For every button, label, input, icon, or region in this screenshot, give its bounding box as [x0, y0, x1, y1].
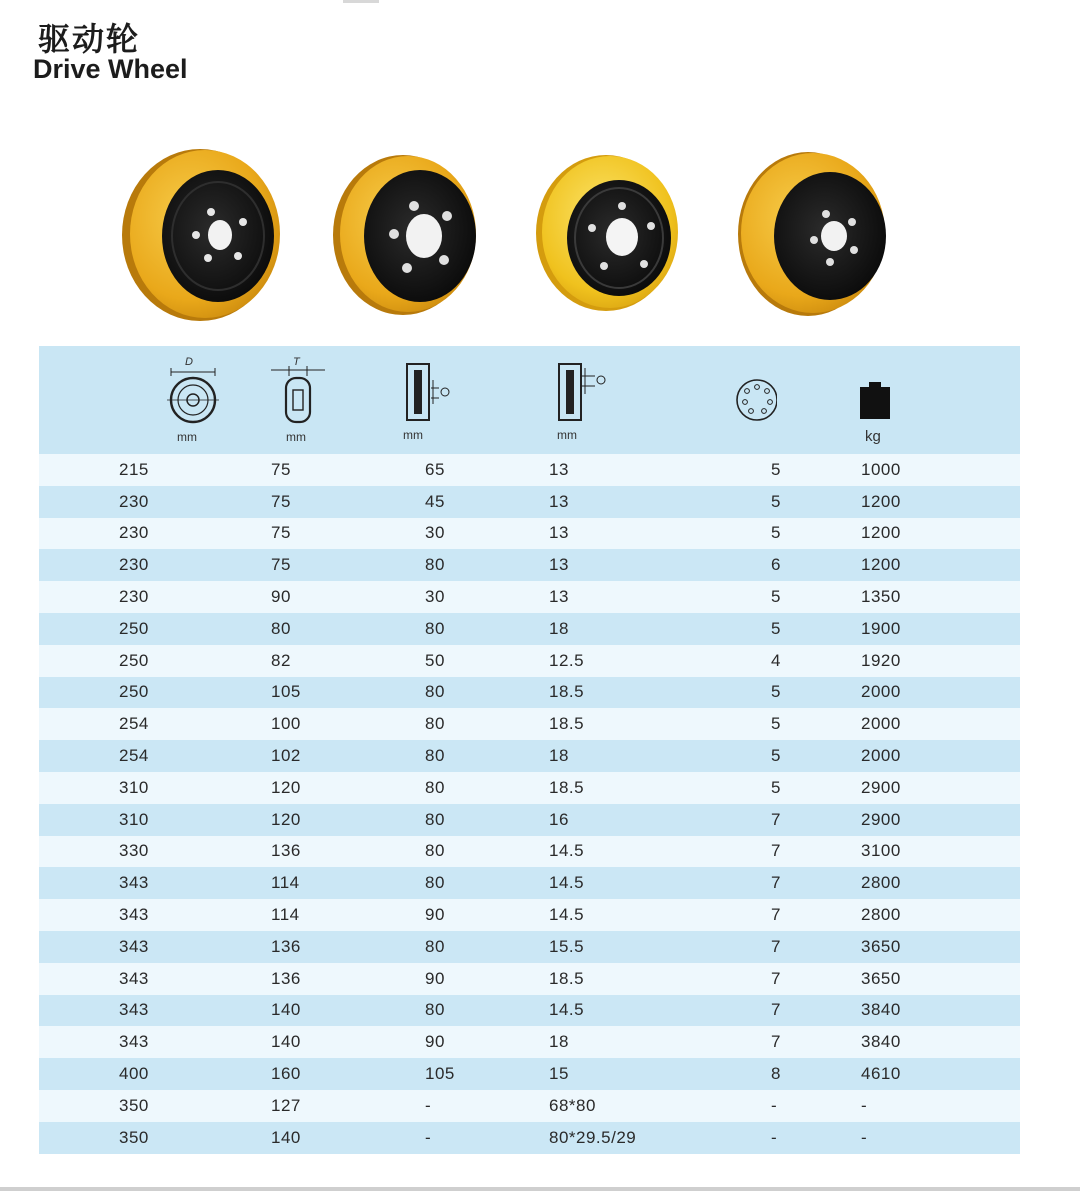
cell-hub-width: 30 [385, 581, 533, 613]
header-bolt-diameter [533, 346, 653, 454]
table-row [39, 613, 1020, 645]
cell-diameter: 343 [119, 995, 267, 1027]
table-row [39, 931, 1020, 963]
top-divider [343, 0, 379, 3]
cell-hub-width: 90 [385, 1026, 533, 1058]
table-row [39, 677, 1020, 709]
cell-diameter: 310 [119, 804, 267, 836]
row-spacer-end [899, 454, 1020, 486]
row-spacer [39, 899, 119, 931]
cell-width: 160 [267, 1058, 385, 1090]
header-spacer [39, 346, 119, 454]
wheel-photo-2 [333, 155, 476, 315]
cell-load: 1200 [777, 518, 899, 550]
table-row [39, 518, 1020, 550]
cell-load: 1900 [777, 613, 899, 645]
cell-diameter: 215 [119, 454, 267, 486]
table-row [39, 1090, 1020, 1122]
row-spacer-end [899, 645, 1020, 677]
bolt-count-icon [735, 378, 779, 422]
cell-diameter: 330 [119, 836, 267, 868]
row-spacer-end [899, 995, 1020, 1027]
row-spacer-end [899, 1090, 1020, 1122]
cell-diameter: 230 [119, 549, 267, 581]
table-row [39, 645, 1020, 677]
cell-bolt-count: 7 [653, 804, 777, 836]
header-diameter [119, 346, 267, 454]
cell-diameter: 230 [119, 486, 267, 518]
cell-bolt-count: 7 [653, 836, 777, 868]
cell-bolt-diameter: 16 [533, 804, 653, 836]
table-row [39, 740, 1020, 772]
diameter-letter: D [185, 356, 193, 368]
cell-width: 75 [267, 454, 385, 486]
cell-width: 120 [267, 772, 385, 804]
cell-bolt-diameter: 14.5 [533, 867, 653, 899]
row-spacer-end [899, 1026, 1020, 1058]
cell-diameter: 350 [119, 1090, 267, 1122]
bottom-divider [0, 1187, 1080, 1191]
cell-hub-width: 80 [385, 613, 533, 645]
page-title-english: Drive Wheel [33, 54, 188, 84]
diameter-icon [163, 358, 221, 428]
cell-bolt-diameter: 18 [533, 1026, 653, 1058]
cell-hub-width: 90 [385, 899, 533, 931]
cell-diameter: 250 [119, 677, 267, 709]
cell-load: 2000 [777, 740, 899, 772]
table-row [39, 454, 1020, 486]
table-body [39, 454, 1020, 1154]
cell-hub-width: 90 [385, 963, 533, 995]
cell-hub-width: - [385, 1090, 533, 1122]
cell-hub-width: 45 [385, 486, 533, 518]
row-spacer-end [899, 867, 1020, 899]
cell-bolt-diameter: 18.5 [533, 963, 653, 995]
table-row [39, 836, 1020, 868]
cell-load: 3650 [777, 963, 899, 995]
table-row [39, 486, 1020, 518]
load-unit: kg [865, 428, 881, 445]
cell-width: 140 [267, 995, 385, 1027]
cell-bolt-diameter: 15.5 [533, 931, 653, 963]
bolt-diameter-icon [555, 360, 611, 426]
row-spacer [39, 454, 119, 486]
cell-load: 2000 [777, 677, 899, 709]
cell-bolt-diameter: 18.5 [533, 677, 653, 709]
header-bolt-count [653, 346, 777, 454]
table-row [39, 867, 1020, 899]
cell-load: 3840 [777, 1026, 899, 1058]
cell-load: 2900 [777, 772, 899, 804]
cell-hub-width: 30 [385, 518, 533, 550]
cell-diameter: 343 [119, 931, 267, 963]
cell-hub-width: 80 [385, 867, 533, 899]
cell-bolt-count: 5 [653, 613, 777, 645]
table-row [39, 1122, 1020, 1154]
cell-bolt-diameter: 80*29.5/29 [533, 1122, 653, 1154]
cell-bolt-count: 7 [653, 963, 777, 995]
header-hub-width [385, 346, 533, 454]
cell-bolt-diameter: 13 [533, 486, 653, 518]
row-spacer-end [899, 899, 1020, 931]
header-load [777, 346, 899, 454]
width-unit: mm [286, 430, 306, 444]
row-spacer [39, 645, 119, 677]
cell-width: 75 [267, 486, 385, 518]
row-spacer [39, 772, 119, 804]
table-row [39, 963, 1020, 995]
cell-hub-width: 80 [385, 804, 533, 836]
cell-diameter: 230 [119, 518, 267, 550]
row-spacer [39, 1058, 119, 1090]
row-spacer [39, 613, 119, 645]
cell-bolt-diameter: 18 [533, 613, 653, 645]
bolt-diameter-unit: mm [557, 428, 577, 442]
cell-hub-width: 80 [385, 677, 533, 709]
cell-width: 136 [267, 963, 385, 995]
row-spacer [39, 995, 119, 1027]
cell-bolt-diameter: 13 [533, 518, 653, 550]
row-spacer [39, 931, 119, 963]
cell-bolt-count: - [653, 1090, 777, 1122]
cell-load: 3840 [777, 995, 899, 1027]
header-width [267, 346, 385, 454]
cell-hub-width: 105 [385, 1058, 533, 1090]
cell-bolt-count: 7 [653, 867, 777, 899]
header-spacer-end [899, 346, 1020, 454]
cell-load: 3100 [777, 836, 899, 868]
cell-load: 2000 [777, 708, 899, 740]
cell-bolt-count: 5 [653, 677, 777, 709]
cell-bolt-count: 5 [653, 518, 777, 550]
cell-width: 90 [267, 581, 385, 613]
table-row [39, 995, 1020, 1027]
wheel-photo-1 [122, 149, 280, 321]
cell-load: 1200 [777, 486, 899, 518]
cell-width: 114 [267, 899, 385, 931]
row-spacer-end [899, 804, 1020, 836]
cell-diameter: 350 [119, 1122, 267, 1154]
table-row [39, 1026, 1020, 1058]
cell-hub-width: 80 [385, 995, 533, 1027]
row-spacer-end [899, 963, 1020, 995]
cell-bolt-diameter: 18 [533, 740, 653, 772]
product-photos [0, 140, 1080, 330]
cell-bolt-diameter: 68*80 [533, 1090, 653, 1122]
row-spacer [39, 677, 119, 709]
table-row [39, 581, 1020, 613]
table-header-row [39, 346, 1020, 454]
row-spacer-end [899, 613, 1020, 645]
cell-hub-width: 80 [385, 772, 533, 804]
cell-bolt-count: 5 [653, 454, 777, 486]
cell-bolt-count: 7 [653, 995, 777, 1027]
table-row [39, 899, 1020, 931]
width-icon [269, 360, 327, 430]
row-spacer [39, 581, 119, 613]
cell-hub-width: 50 [385, 645, 533, 677]
row-spacer-end [899, 740, 1020, 772]
cell-load: 2800 [777, 899, 899, 931]
cell-bolt-count: 5 [653, 708, 777, 740]
cell-hub-width: 80 [385, 836, 533, 868]
cell-width: 80 [267, 613, 385, 645]
row-spacer [39, 486, 119, 518]
cell-width: 140 [267, 1026, 385, 1058]
cell-load: 2900 [777, 804, 899, 836]
cell-bolt-count: 6 [653, 549, 777, 581]
cell-load: 3650 [777, 931, 899, 963]
row-spacer-end [899, 772, 1020, 804]
cell-diameter: 310 [119, 772, 267, 804]
page-title-chinese: 驱动轮 [38, 20, 141, 58]
cell-bolt-count: 5 [653, 772, 777, 804]
row-spacer-end [899, 581, 1020, 613]
cell-load: 1000 [777, 454, 899, 486]
cell-width: 120 [267, 804, 385, 836]
table-row [39, 708, 1020, 740]
cell-width: 100 [267, 708, 385, 740]
row-spacer-end [899, 1122, 1020, 1154]
weight-icon [859, 382, 891, 420]
cell-diameter: 250 [119, 645, 267, 677]
drive-wheel-spec-table [39, 346, 1020, 1154]
cell-width: 140 [267, 1122, 385, 1154]
cell-diameter: 343 [119, 1026, 267, 1058]
table-row [39, 1058, 1020, 1090]
cell-load: 4610 [777, 1058, 899, 1090]
hub-width-icon [403, 360, 455, 426]
cell-diameter: 343 [119, 867, 267, 899]
cell-bolt-diameter: 18.5 [533, 772, 653, 804]
cell-bolt-count: 7 [653, 899, 777, 931]
cell-bolt-diameter: 14.5 [533, 899, 653, 931]
cell-width: 75 [267, 549, 385, 581]
cell-bolt-diameter: 13 [533, 454, 653, 486]
cell-bolt-diameter: 13 [533, 549, 653, 581]
wheel-photo-4 [738, 152, 886, 316]
row-spacer [39, 1026, 119, 1058]
row-spacer [39, 804, 119, 836]
row-spacer [39, 518, 119, 550]
cell-diameter: 343 [119, 963, 267, 995]
cell-bolt-diameter: 14.5 [533, 995, 653, 1027]
row-spacer-end [899, 931, 1020, 963]
row-spacer [39, 1090, 119, 1122]
cell-load: 2800 [777, 867, 899, 899]
table-row [39, 772, 1020, 804]
cell-width: 127 [267, 1090, 385, 1122]
hub-width-unit: mm [403, 428, 423, 442]
row-spacer-end [899, 836, 1020, 868]
wheel-photo-row [0, 140, 1080, 330]
cell-diameter: 254 [119, 708, 267, 740]
row-spacer-end [899, 518, 1020, 550]
cell-load: 1200 [777, 549, 899, 581]
cell-hub-width: 65 [385, 454, 533, 486]
table-row [39, 804, 1020, 836]
row-spacer-end [899, 1058, 1020, 1090]
cell-bolt-count: 4 [653, 645, 777, 677]
cell-bolt-diameter: 15 [533, 1058, 653, 1090]
cell-width: 75 [267, 518, 385, 550]
diameter-unit: mm [177, 430, 197, 444]
cell-hub-width: 80 [385, 549, 533, 581]
cell-bolt-count: 5 [653, 740, 777, 772]
row-spacer [39, 963, 119, 995]
row-spacer [39, 1122, 119, 1154]
cell-load: 1350 [777, 581, 899, 613]
row-spacer-end [899, 549, 1020, 581]
cell-hub-width: 80 [385, 740, 533, 772]
cell-hub-width: - [385, 1122, 533, 1154]
cell-diameter: 400 [119, 1058, 267, 1090]
cell-width: 102 [267, 740, 385, 772]
table-row [39, 549, 1020, 581]
cell-bolt-count: 7 [653, 1026, 777, 1058]
cell-load: - [777, 1090, 899, 1122]
width-letter: T [293, 356, 300, 368]
cell-diameter: 250 [119, 613, 267, 645]
row-spacer [39, 836, 119, 868]
row-spacer [39, 549, 119, 581]
row-spacer-end [899, 677, 1020, 709]
row-spacer-end [899, 486, 1020, 518]
cell-hub-width: 80 [385, 708, 533, 740]
cell-width: 82 [267, 645, 385, 677]
row-spacer-end [899, 708, 1020, 740]
cell-load: 1920 [777, 645, 899, 677]
cell-bolt-count: 5 [653, 486, 777, 518]
cell-bolt-count: - [653, 1122, 777, 1154]
cell-width: 136 [267, 931, 385, 963]
cell-diameter: 254 [119, 740, 267, 772]
cell-diameter: 230 [119, 581, 267, 613]
row-spacer [39, 708, 119, 740]
cell-width: 136 [267, 836, 385, 868]
cell-bolt-count: 5 [653, 581, 777, 613]
cell-width: 114 [267, 867, 385, 899]
cell-bolt-diameter: 14.5 [533, 836, 653, 868]
cell-bolt-diameter: 13 [533, 581, 653, 613]
cell-bolt-diameter: 18.5 [533, 708, 653, 740]
cell-load: - [777, 1122, 899, 1154]
cell-bolt-count: 8 [653, 1058, 777, 1090]
wheel-photo-3 [536, 155, 678, 311]
cell-width: 105 [267, 677, 385, 709]
row-spacer [39, 867, 119, 899]
cell-bolt-count: 7 [653, 931, 777, 963]
cell-bolt-diameter: 12.5 [533, 645, 653, 677]
row-spacer [39, 740, 119, 772]
cell-diameter: 343 [119, 899, 267, 931]
cell-hub-width: 80 [385, 931, 533, 963]
